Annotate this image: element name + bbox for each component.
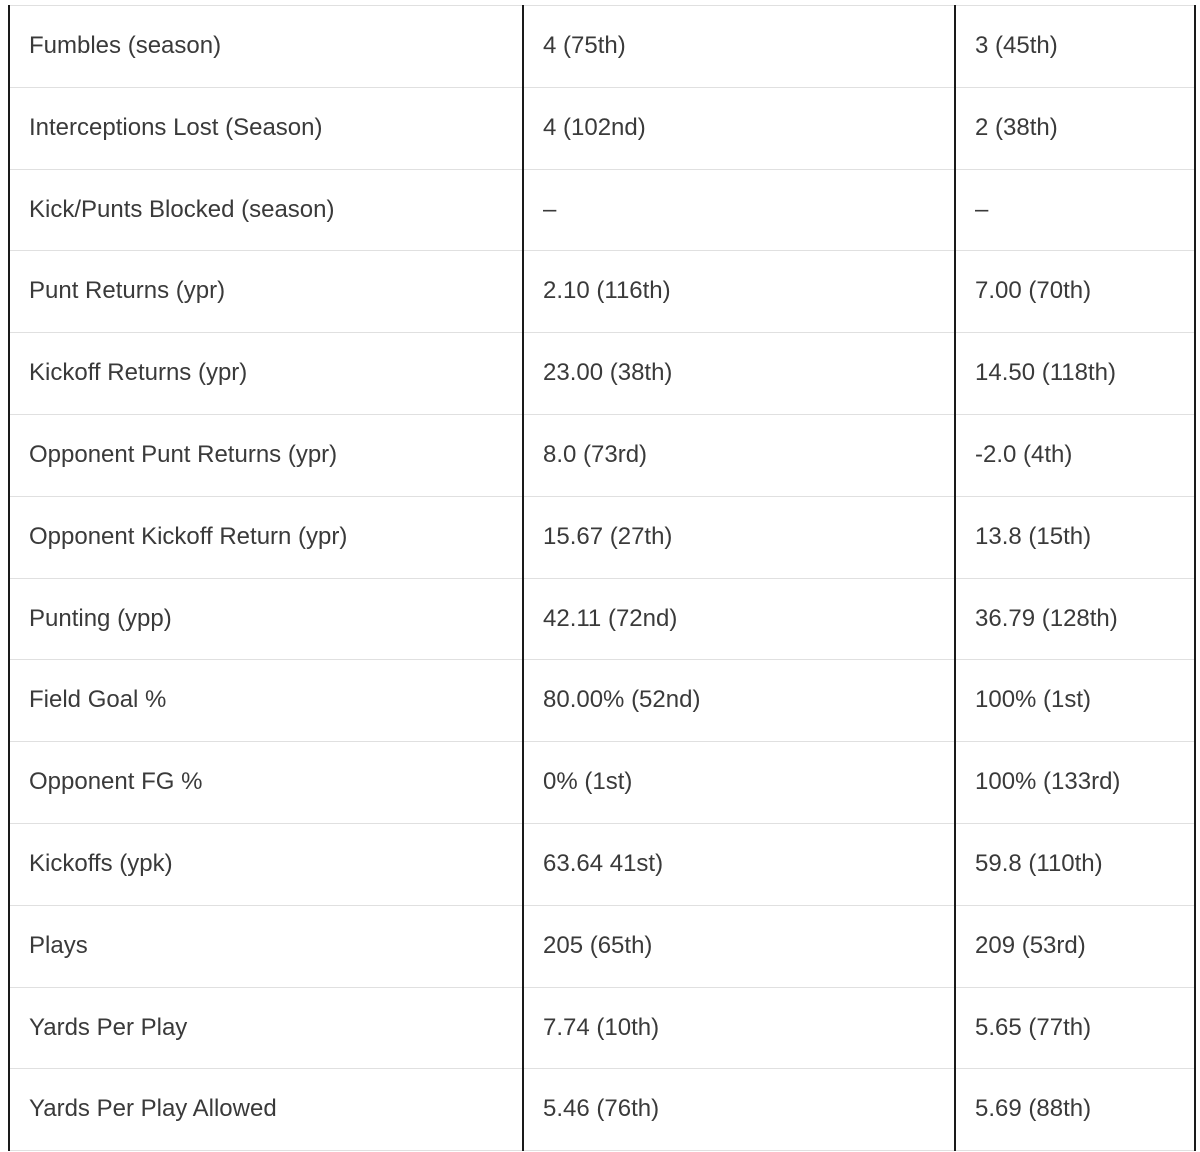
table-row	[9, 333, 1195, 415]
team-b-value-cell: -2.0 (4th)	[955, 414, 1195, 496]
table-row	[9, 87, 1195, 169]
team-b-value-cell: 3 (45th)	[955, 6, 1195, 88]
table-row	[9, 823, 1195, 905]
team-a-value-cell: 8.0 (73rd)	[523, 414, 955, 496]
stat-label-cell: Opponent FG %	[9, 742, 523, 824]
table-row	[9, 905, 1195, 987]
team-b-value-cell: 14.50 (118th)	[955, 333, 1195, 415]
stat-label-cell: Interceptions Lost (Season)	[9, 87, 523, 169]
team-a-value-cell: 4 (75th)	[523, 6, 955, 88]
stat-label-cell: Punting (ypp)	[9, 578, 523, 660]
stat-label-cell: Yards Per Play	[9, 987, 523, 1069]
team-a-value-cell: 5.46 (76th)	[523, 1069, 955, 1151]
team-b-value-cell: 100% (1st)	[955, 660, 1195, 742]
stat-label-cell: Field Goal %	[9, 660, 523, 742]
table-row	[9, 578, 1195, 660]
team-a-value-cell: 63.64 41st)	[523, 823, 955, 905]
table-row	[9, 169, 1195, 251]
table-row	[9, 1069, 1195, 1151]
stat-label-cell: Yards Per Play Allowed	[9, 1069, 523, 1151]
table-row	[9, 660, 1195, 742]
stat-label-cell: Kickoffs (ypk)	[9, 823, 523, 905]
team-a-value-cell: 4 (102nd)	[523, 87, 955, 169]
stat-label-cell: Plays	[9, 905, 523, 987]
team-b-value-cell: 36.79 (128th)	[955, 578, 1195, 660]
table-row	[9, 251, 1195, 333]
table-row	[9, 742, 1195, 824]
team-b-value-cell: 7.00 (70th)	[955, 251, 1195, 333]
stat-label-cell: Punt Returns (ypr)	[9, 251, 523, 333]
stat-label-cell: Kick/Punts Blocked (season)	[9, 169, 523, 251]
table-row	[9, 987, 1195, 1069]
stat-label-cell: Kickoff Returns (ypr)	[9, 333, 523, 415]
table-row	[9, 6, 1195, 88]
team-b-value-cell: 2 (38th)	[955, 87, 1195, 169]
team-b-value-cell: 5.65 (77th)	[955, 987, 1195, 1069]
team-a-value-cell: 0% (1st)	[523, 742, 955, 824]
team-b-value-cell: 59.8 (110th)	[955, 823, 1195, 905]
team-a-value-cell: 15.67 (27th)	[523, 496, 955, 578]
table-row	[9, 414, 1195, 496]
team-a-value-cell: –	[523, 169, 955, 251]
team-a-value-cell: 7.74 (10th)	[523, 987, 955, 1069]
team-a-value-cell: 205 (65th)	[523, 905, 955, 987]
stat-label-cell: Opponent Punt Returns (ypr)	[9, 414, 523, 496]
team-a-value-cell: 23.00 (38th)	[523, 333, 955, 415]
team-b-value-cell: 5.69 (88th)	[955, 1069, 1195, 1151]
team-b-value-cell: –	[955, 169, 1195, 251]
team-a-value-cell: 42.11 (72nd)	[523, 578, 955, 660]
stat-label-cell: Fumbles (season)	[9, 6, 523, 88]
team-b-value-cell: 209 (53rd)	[955, 905, 1195, 987]
team-a-value-cell: 2.10 (116th)	[523, 251, 955, 333]
team-a-value-cell: 80.00% (52nd)	[523, 660, 955, 742]
table-row	[9, 496, 1195, 578]
stat-label-cell: Opponent Kickoff Return (ypr)	[9, 496, 523, 578]
stats-comparison-table	[8, 5, 1196, 1151]
team-b-value-cell: 13.8 (15th)	[955, 496, 1195, 578]
team-b-value-cell: 100% (133rd)	[955, 742, 1195, 824]
